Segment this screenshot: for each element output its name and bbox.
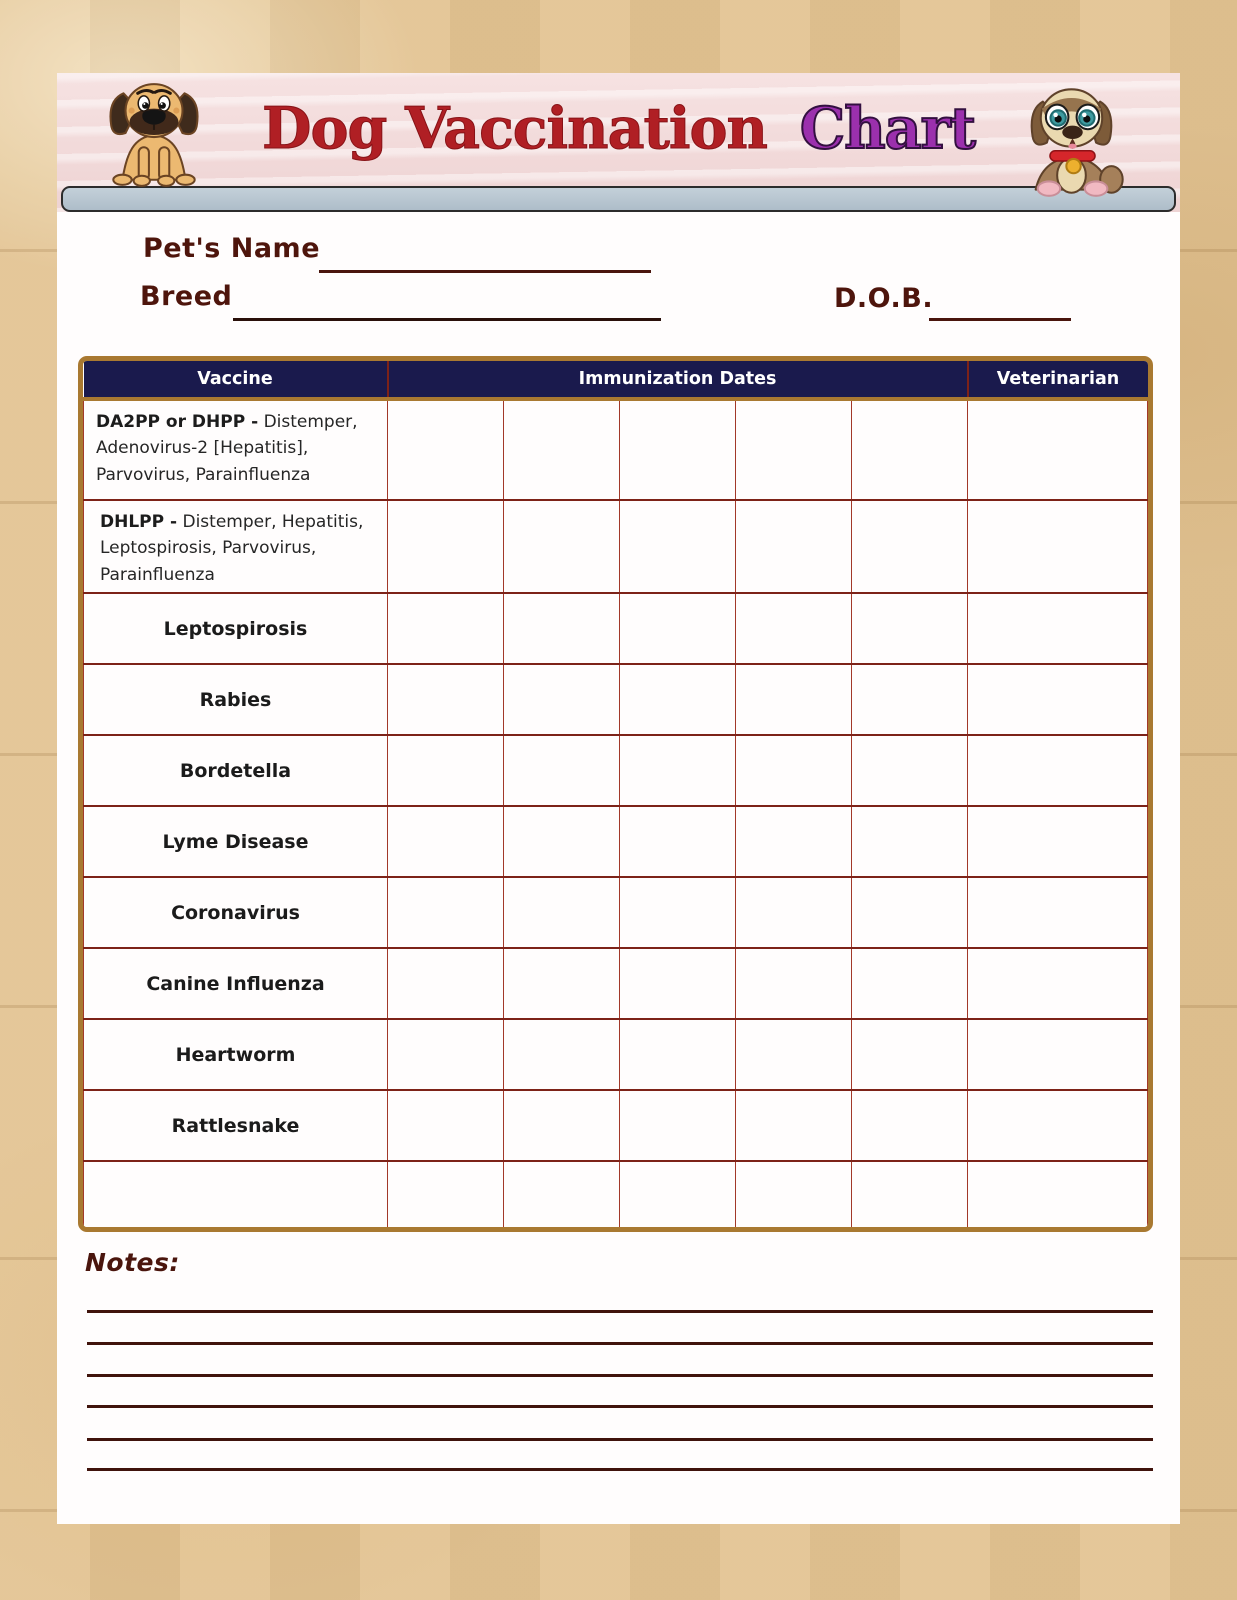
immunization-date-cell[interactable] bbox=[504, 1090, 620, 1161]
vaccine-name: DA2PP or DHPP - bbox=[96, 412, 259, 432]
immunization-date-cell[interactable] bbox=[852, 1161, 968, 1230]
immunization-date-cell[interactable] bbox=[504, 399, 620, 500]
brown-puppy-red-collar-cartoon-icon bbox=[1008, 83, 1136, 198]
immunization-date-cell[interactable] bbox=[620, 806, 736, 877]
vaccine-column-header: Vaccine bbox=[84, 361, 388, 399]
immunization-date-cell[interactable] bbox=[852, 664, 968, 735]
immunization-date-cell[interactable] bbox=[504, 877, 620, 948]
vaccine-name: DHLPP - bbox=[100, 512, 178, 532]
table-row bbox=[84, 399, 1148, 500]
notes-write-line[interactable] bbox=[87, 1374, 1153, 1377]
vaccine-name-cell bbox=[84, 500, 388, 593]
immunization-date-cell[interactable] bbox=[620, 735, 736, 806]
immunization-date-cell[interactable] bbox=[620, 877, 736, 948]
vaccine-name-cell: Rabies bbox=[84, 664, 388, 735]
immunization-date-cell[interactable] bbox=[388, 500, 504, 593]
page-title-main: Dog Vaccination bbox=[262, 95, 767, 162]
table-row bbox=[84, 1019, 1148, 1090]
veterinarian-cell[interactable] bbox=[968, 500, 1148, 593]
dob-write-line[interactable] bbox=[929, 318, 1071, 321]
vaccine-name-cell: Canine Influenza bbox=[84, 948, 388, 1019]
immunization-date-cell[interactable] bbox=[620, 948, 736, 1019]
immunization-date-cell[interactable] bbox=[620, 1090, 736, 1161]
veterinarian-cell[interactable] bbox=[968, 593, 1148, 664]
vaccine-name-cell: Heartworm bbox=[84, 1019, 388, 1090]
immunization-date-cell[interactable] bbox=[504, 806, 620, 877]
header-banner bbox=[57, 73, 1180, 212]
immunization-date-cell[interactable] bbox=[736, 1161, 852, 1230]
vaccine-description: Distemper, Adenovirus-2 [Hepatitis], Parvovirus, Parainfluenza bbox=[96, 412, 358, 485]
vaccine-name-cell: Bordetella bbox=[84, 735, 388, 806]
immunization-date-cell[interactable] bbox=[852, 1019, 968, 1090]
pets-name-label: Pet's Name bbox=[143, 233, 321, 264]
immunization-date-cell[interactable] bbox=[388, 593, 504, 664]
veterinarian-cell[interactable] bbox=[968, 664, 1148, 735]
immunization-date-cell[interactable] bbox=[852, 593, 968, 664]
immunization-date-cell[interactable] bbox=[388, 1019, 504, 1090]
immunization-date-cell[interactable] bbox=[852, 735, 968, 806]
immunization-date-cell[interactable] bbox=[388, 1090, 504, 1161]
breed-label: Breed bbox=[140, 281, 233, 312]
immunization-date-cell[interactable] bbox=[388, 399, 504, 500]
immunization-date-cell[interactable] bbox=[852, 500, 968, 593]
immunization-date-cell[interactable] bbox=[504, 948, 620, 1019]
immunization-date-cell[interactable] bbox=[504, 1019, 620, 1090]
immunization-date-cell[interactable] bbox=[852, 877, 968, 948]
dob-label: D.O.B. bbox=[834, 283, 934, 314]
immunization-date-cell[interactable] bbox=[388, 735, 504, 806]
immunization-date-cell[interactable] bbox=[620, 399, 736, 500]
notes-write-line[interactable] bbox=[87, 1342, 1153, 1345]
veterinarian-column-header: Veterinarian bbox=[968, 361, 1148, 399]
immunization-date-cell[interactable] bbox=[388, 948, 504, 1019]
immunization-date-cell[interactable] bbox=[388, 806, 504, 877]
vaccine-name-cell: Lyme Disease bbox=[84, 806, 388, 877]
notes-write-line[interactable] bbox=[87, 1310, 1153, 1313]
table-row bbox=[84, 664, 1148, 735]
vaccine-name-cell: Coronavirus bbox=[84, 877, 388, 948]
pets-name-write-line[interactable] bbox=[319, 270, 651, 273]
notes-write-line[interactable] bbox=[87, 1405, 1153, 1408]
veterinarian-cell[interactable] bbox=[968, 399, 1148, 500]
immunization-date-cell[interactable] bbox=[504, 593, 620, 664]
vaccine-name-cell: Leptospirosis bbox=[84, 593, 388, 664]
table-row bbox=[84, 877, 1148, 948]
notes-label: Notes: bbox=[85, 1248, 180, 1277]
immunization-date-cell[interactable] bbox=[504, 735, 620, 806]
table-row bbox=[84, 806, 1148, 877]
vaccine-name-cell: Rattlesnake bbox=[84, 1090, 388, 1161]
immunization-date-cell[interactable] bbox=[736, 664, 852, 735]
page-title-accent: Chart bbox=[799, 95, 975, 162]
immunization-date-cell[interactable] bbox=[852, 399, 968, 500]
immunization-date-cell[interactable] bbox=[620, 1161, 736, 1230]
table-row bbox=[84, 500, 1148, 593]
vaccine-description: Distemper, Hepatitis, Leptospirosis, Parvovirus, Parainfluenza bbox=[100, 512, 364, 585]
immunization-date-cell[interactable] bbox=[620, 593, 736, 664]
immunization-date-cell[interactable] bbox=[504, 664, 620, 735]
table-row bbox=[84, 948, 1148, 1019]
immunization-date-cell[interactable] bbox=[620, 664, 736, 735]
notes-write-line[interactable] bbox=[87, 1468, 1153, 1471]
immunization-date-cell[interactable] bbox=[852, 806, 968, 877]
vaccine-name-cell[interactable] bbox=[84, 1161, 388, 1230]
veterinarian-cell[interactable] bbox=[968, 1161, 1148, 1230]
veterinarian-cell[interactable] bbox=[968, 1019, 1148, 1090]
immunization-date-cell[interactable] bbox=[736, 1019, 852, 1090]
veterinarian-cell[interactable] bbox=[968, 806, 1148, 877]
immunization-date-cell[interactable] bbox=[620, 1019, 736, 1090]
printable-page bbox=[57, 73, 1180, 1524]
immunization-date-cell[interactable] bbox=[504, 500, 620, 593]
vaccination-table bbox=[78, 356, 1153, 1232]
table-row bbox=[84, 593, 1148, 664]
immunization-date-cell[interactable] bbox=[852, 948, 968, 1019]
veterinarian-cell[interactable] bbox=[968, 948, 1148, 1019]
immunization-date-cell[interactable] bbox=[736, 500, 852, 593]
immunization-dates-column-header: Immunization Dates bbox=[388, 361, 968, 399]
immunization-date-cell[interactable] bbox=[388, 664, 504, 735]
immunization-date-cell[interactable] bbox=[736, 877, 852, 948]
immunization-date-cell[interactable] bbox=[736, 1090, 852, 1161]
table-header-row bbox=[84, 361, 1148, 399]
breed-write-line[interactable] bbox=[233, 318, 661, 321]
immunization-date-cell[interactable] bbox=[736, 806, 852, 877]
immunization-date-cell[interactable] bbox=[852, 1090, 968, 1161]
table-row bbox=[84, 1090, 1148, 1161]
notes-write-line[interactable] bbox=[87, 1438, 1153, 1441]
table-row-blank bbox=[84, 1161, 1148, 1230]
immunization-date-cell[interactable] bbox=[736, 735, 852, 806]
immunization-date-cell[interactable] bbox=[736, 593, 852, 664]
tan-puppy-cartoon-icon bbox=[95, 80, 213, 188]
table-row bbox=[84, 735, 1148, 806]
veterinarian-cell[interactable] bbox=[968, 1090, 1148, 1161]
immunization-date-cell[interactable] bbox=[388, 1161, 504, 1230]
immunization-date-cell[interactable] bbox=[736, 948, 852, 1019]
immunization-date-cell[interactable] bbox=[620, 500, 736, 593]
veterinarian-cell[interactable] bbox=[968, 735, 1148, 806]
immunization-date-cell[interactable] bbox=[504, 1161, 620, 1230]
immunization-date-cell[interactable] bbox=[736, 399, 852, 500]
vaccine-name-cell bbox=[84, 399, 388, 500]
immunization-date-cell[interactable] bbox=[388, 877, 504, 948]
veterinarian-cell[interactable] bbox=[968, 877, 1148, 948]
